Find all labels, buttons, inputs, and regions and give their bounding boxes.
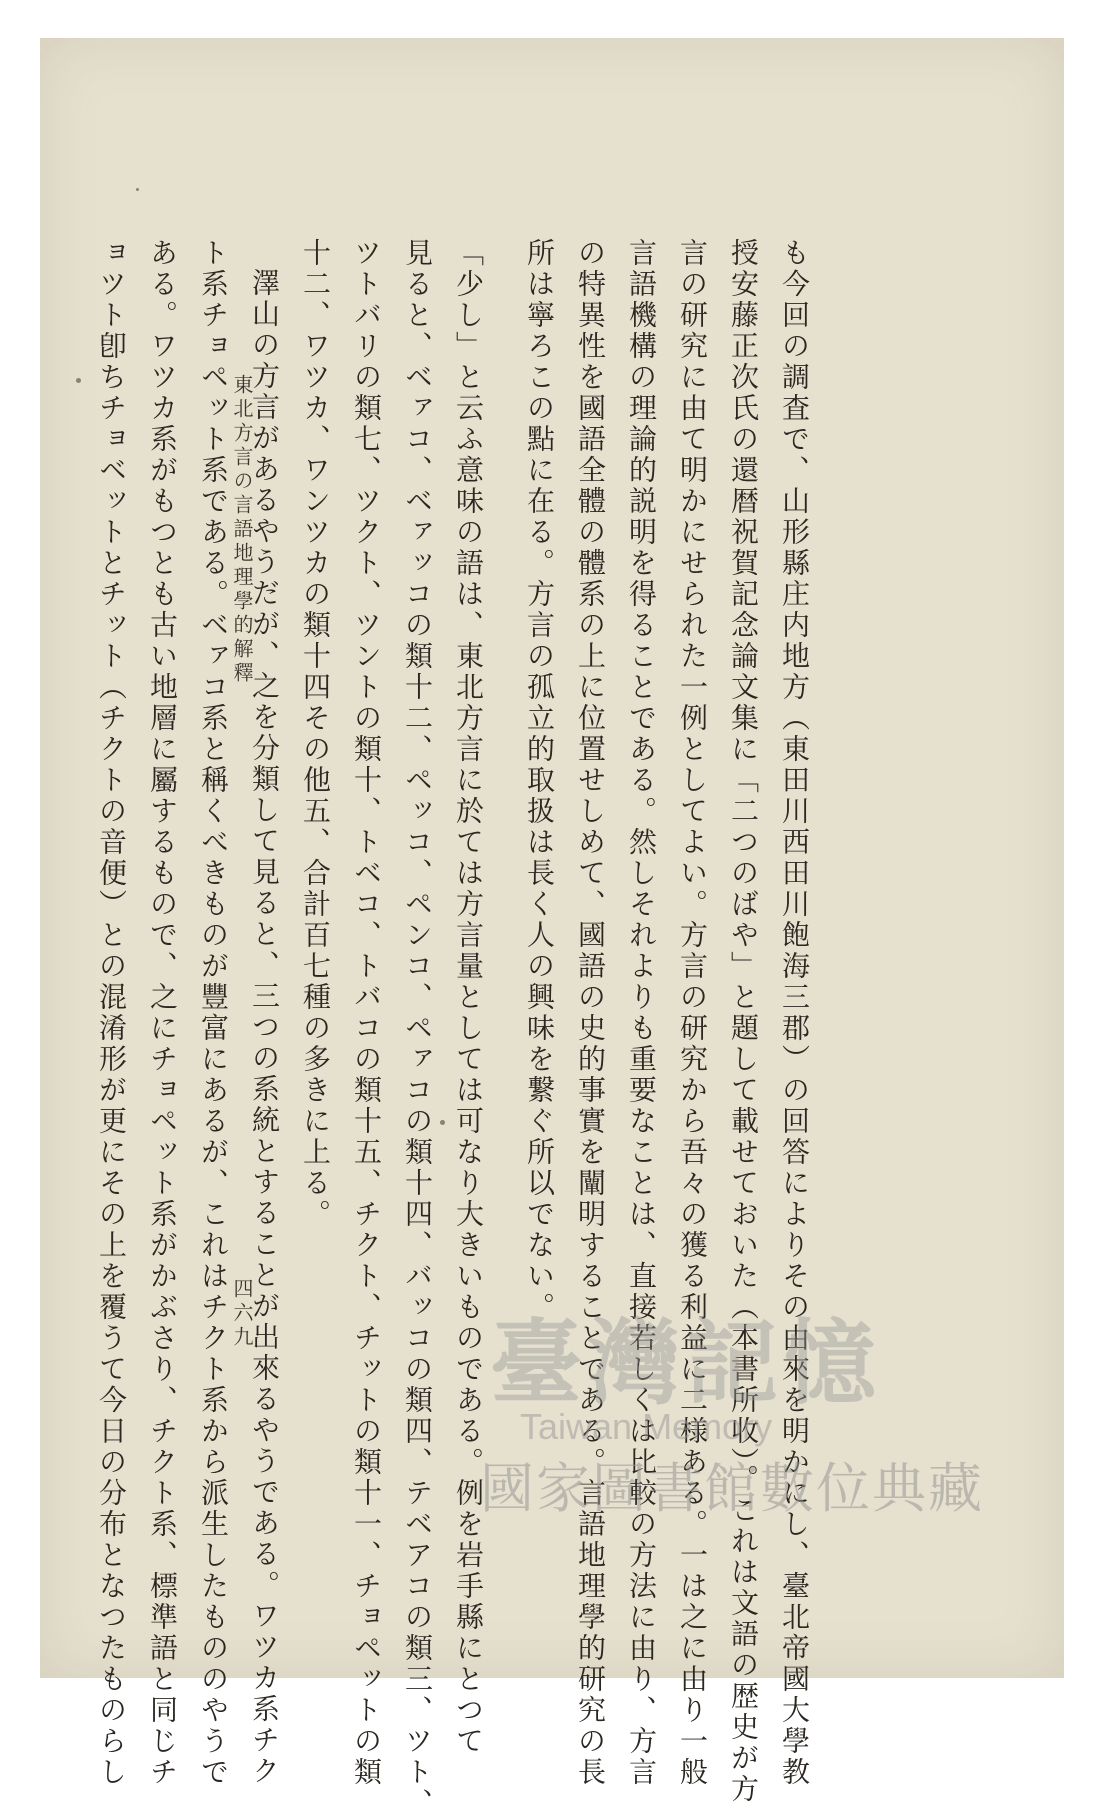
text-line: ト系チョペット系である。ベァコ系と稱くべきものが豐富にあるが、これはチクト系から派生したもののやうで [197, 238, 230, 1788]
text-line: 澤山の方言があるやうだが、之を分類して見ると、三つの系統とすることが出來るやうである。ワツカ系チク [248, 268, 281, 1787]
paper-speck [76, 378, 81, 383]
paper-speck [440, 1120, 445, 1125]
paragraph-gap [494, 238, 514, 1538]
text-line: 「少し」と云ふ意味の語は、東北方言に於ては方言量としては可なり大きいものである。例を岩手縣にとつて [452, 238, 485, 1757]
watermark-subtitle: 國家圖書館數位典藏 [480, 1457, 984, 1520]
text-line: 授安藤正次氏の還暦祝賀記念論文集に「二つのばや」と題して載せておいた（本書所收）。これは文語の歴史が方 [727, 238, 760, 1805]
text-line: 所は寧ろこの點に在る。方言の孤立的取扱は長く人の興味を繋ぐ所以でない。 [523, 238, 556, 1323]
text-line: も今回の調査で、山形縣庄内地方（東田川西田川飽海三郡）の回答によりその由來を明かにし、臺北帝國大學教 [778, 238, 811, 1788]
running-head: 東北方言の言語地理學的解釋 [230, 374, 254, 686]
text-line: の特異性を國語全體の體系の上に位置せしめて、國語の史的事實を闡明することである。言語地理學的研究の長 [574, 238, 607, 1788]
paper-speck [136, 188, 139, 191]
text-line: 見ると、ベァコ、ベァッコの類十二、ペッコ、ペンコ、ペァコの類十四、バッコの類四、テベアコの類三、ツト、 [401, 238, 434, 1819]
text-line: ョツト卽ちチョベットとチット（チクトの音便）との混淆形が更にその上を覆うて今日の分布となつたものらし [95, 238, 128, 1788]
page-number: 四六九 [230, 1278, 254, 1350]
text-line: ある。ワツカ系がもつとも古い地層に屬するもので、之にチョペット系がかぶさり、チクト系、標準語と同じチ [146, 238, 179, 1788]
text-line: 言の研究に由て明かにせられた一例としてよい。方言の研究から吾々の獲る利益に二様ある。一は之に由り一般 [676, 238, 709, 1788]
text-line: ツトバリの類七、ツクト、ツントの類十、トベコ、トバコの類十五、チクト、チットの類十一、チョペットの類 [350, 238, 383, 1788]
watermark-english: Taiwan Memory [520, 1406, 773, 1447]
watermark-logo-text: 臺灣記憶 [490, 1310, 883, 1417]
text-line: 言語機構の理論的説明を得ることである。然しそれよりも重要なことは、直接若しくは比較の方法に由り、方言 [625, 238, 658, 1788]
book-page [40, 38, 1064, 1819]
text-line: 十二、ワツカ、ワンツカの類十四その他五、合計百七種の多きに上る。 [299, 238, 332, 1230]
